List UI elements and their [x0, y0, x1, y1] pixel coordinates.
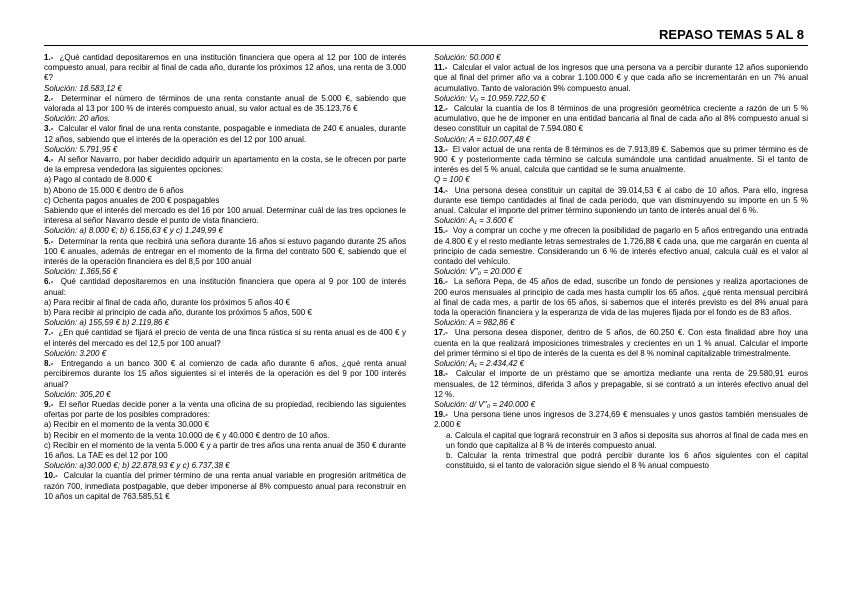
- solution-line: Solución: 3.200 €: [44, 348, 107, 358]
- sub-item: a. Calcula el capital que logrará reconstruir en 3 años si deposita sus ahorros al final de cada mes en un fondo que capitaliza al 8 % de interés compuesto anual.: [446, 430, 808, 450]
- exercise-statement: [434, 410, 808, 430]
- exercise-number: 7.-: [44, 328, 54, 338]
- exercise-statement: [44, 359, 406, 390]
- solution-line: Solución: A₁ = 2.434,42 €: [434, 359, 525, 369]
- exercise-text: Qué cantidad depositaremos en una institución financiera que opera al 9 por 100 de interés anual:: [44, 277, 406, 297]
- solution-line: Q = 100 €: [434, 175, 470, 185]
- exercise-text: a) Para recibir al final de cada año, durante los próximos 5 años 40 €: [44, 297, 291, 307]
- solution-line: Solución: A = 982,86 €: [434, 318, 515, 328]
- exercise-text: Entregando a un banco 300 € al comienzo de cada año durante 6 años, ¿qué renta anual percibiremos durante los 15 años siguientes si el interés de la operación es del 9 por 100 interés anual?: [44, 359, 406, 389]
- exercise-statement: [434, 145, 808, 176]
- exercise-statement: [44, 124, 406, 144]
- exercise-text: La señora Pepa, de 45 años de edad, suscribe un fondo de pensiones y realiza aportaciones de 200 euros mensuales al principio de cada mes hasta cumplir los 65 años. ¿qué renta mensual percibirá al final de cada mes, a partir de los 65 años, si sabemos que el interés previsto es del 8% anual para toda la operación financiera y la esperanza de vida de las mujeres fijada por el fondo es de 83 años.: [434, 277, 808, 318]
- solution-line: Solución: V''₀ = 20.000 €: [434, 267, 522, 277]
- exercise-text: Sabiendo que el interés del mercado es del 16 por 100 anual. Determinar cuál de las tres opciones le interesa al señor Navarro desde el punto de vista financiero.: [44, 206, 406, 226]
- solution-line: Solución: A₁ = 3.600 €: [434, 216, 513, 226]
- exercise-statement: [44, 328, 406, 348]
- sub-item: b. Calcular la renta trimestral que podrá percibir durante los 6 años siguientes con el capital constituido, si el tanto de valoración sigue siendo el 8 % anual compuesto: [446, 450, 808, 471]
- exercise-text: Calcular el importe de un préstamo que se amortiza mediante una renta de 29.580,91 euros mensuales, de 12 términos, diferida 3 años y prepagable, si se contrató a un interés efectivo anual del 12 %.: [434, 369, 808, 399]
- option-line: [44, 441, 406, 461]
- exercise-number: 9.-: [44, 399, 54, 409]
- exercise-number: 13.-: [434, 144, 448, 154]
- exercise-statement: [44, 155, 406, 175]
- option-line: [44, 186, 406, 196]
- exercise-number: 10.-: [44, 471, 58, 481]
- exercise-number: 4.-: [44, 155, 54, 165]
- exercise-text: Determinar el número de términos de una renta constante anual de 5.000 €, sabiendo que valorada al 13 por 100 % de interés compuesto anual, su valor actual es de 35.123,76 €: [44, 93, 406, 114]
- exercise-statement: [44, 237, 406, 268]
- exercise-statement: [44, 94, 406, 114]
- solution-line: Solución: A = 610.007,48 €: [434, 134, 531, 144]
- solution-line: Solución: a)30.000 €; b) 22.878,93 € y c) 6.737,38 €: [44, 461, 230, 471]
- exercise-number: 12.-: [434, 104, 448, 114]
- exercise-number: 3.-: [44, 124, 54, 134]
- exercise-number: 2.-: [44, 93, 54, 103]
- exercise-text: El valor actual de una renta de 8 términos es de 7.913,89 €. Sabemos que su primer término es de 900 € y posteriormente cada término se calcula sumándole una cantidad anualmente. Si el tanto de interés es del 5 % anual, calcula que cantidad se le suma anualmente.: [434, 144, 808, 175]
- exercise-text: b) Abono de 15.000 € dentro de 6 años: [44, 185, 184, 195]
- exercise-statement: [44, 400, 406, 420]
- exercise-number: 14.-: [434, 185, 448, 195]
- exercise-statement: [44, 471, 406, 502]
- exercise-number: 15.-: [434, 226, 448, 236]
- exercise-number: 5.-: [44, 236, 54, 246]
- option-line: [44, 420, 406, 430]
- exercise-text: Una persona desea disponer, dentro de 5 años, de 60.250 €. Con esta finalidad abre hoy una cuenta en la que realizará imposiciones trimestrales y crecientes en un 1 % anual. Calcular el importe del primer término si el tipo de interés de la cuenta es del 8 % nominal capitalizable trimestralmente.: [434, 328, 808, 358]
- exercise-number: 16.-: [434, 277, 448, 287]
- option-line: [44, 196, 406, 206]
- solution-line: Solución: 18.583,12 €: [44, 83, 122, 93]
- exercise-statement: [44, 277, 406, 297]
- solution-line: Solución: a) 155,59 € b) 2.119,86 €: [44, 318, 170, 328]
- exercise-statement: [434, 277, 808, 318]
- exercise-text: Una persona tiene unos ingresos de 3.274,69 € mensuales y unos gastos también mensuales de 2.000 €: [434, 410, 808, 430]
- exercise-statement: [434, 104, 808, 135]
- solution-line: Solución: 20 años.: [44, 114, 111, 124]
- exercise-number: 18.-: [434, 369, 448, 379]
- exercise-number: 17.-: [434, 328, 448, 338]
- solution-line: Solución: a) 8.000 €; b) 6.156,63 € y c) 1.249,99 €: [44, 226, 223, 236]
- exercise-text: ¿En qué cantidad se fijará el precio de venta de una finca rústica si su renta anual es de 400 € y el interés del mercado es del 12,5 por 100 anual?: [44, 328, 406, 348]
- solution-line: Solución: 305,20 €: [44, 389, 111, 399]
- solution-line: Solución: 50.000 €: [434, 53, 501, 62]
- exercise-text: c) Ochenta pagos anuales de 200 € pospagables: [44, 195, 220, 205]
- exercise-number: 1.-: [44, 53, 54, 62]
- exercise-text: Voy a comprar un coche y me ofrecen la posibilidad de pagarlo en 5 años entregando una entrada de 4.800 € y el resto mediante letras semestrales de 1.726,88 € cada una, que me cargarán en cuenta al principio de cada semestre. Considerando un 6 % de interés efectivo anual, calcula cuál es el valor al contado del vehículo.: [434, 226, 808, 267]
- page-title: REPASO TEMAS 5 AL 8: [659, 27, 804, 42]
- exercise-number: 6.-: [44, 277, 54, 287]
- exercise-number: 19.-: [434, 410, 448, 420]
- header-divider: [44, 45, 808, 46]
- option-line: [44, 206, 406, 226]
- exercise-text: b) Para recibir al principio de cada año, durante los próximos 5 años, 500 €: [44, 308, 312, 318]
- exercise-statement: [434, 328, 808, 359]
- solution-line: Solución: 5.791,95 €: [44, 144, 118, 154]
- exercise-text: c) Recibir en el momento de la venta 5.000 € y a partir de tres años una renta anual de 350 € durante 16 años. La TAE es del 12 por 100: [44, 440, 406, 460]
- exercise-text: Calcular el valor final de una renta constante, pospagable e inmediata de 240 € anuales, durante 12 años, sabiendo que el interés de la operación es del 12 por 100 anual.: [44, 124, 406, 144]
- option-line: [44, 431, 406, 441]
- exercise-text: Calcular la cuantía de los 8 términos de una progresión geométrica creciente a razón de un 5 % acumulativo, que he de imponer en una entidad bancaria al final de cada año al 8% compuesto anual si deseo constituir un capital de 7.594.080 €: [434, 104, 808, 134]
- exercise-number: 8.-: [44, 359, 54, 369]
- exercise-text: a) Pago al contado de 8.000 €: [44, 175, 152, 185]
- exercise-text: b) Recibir en el momento de la venta 10.000 de € y 40.000 € dentro de 10 años.: [44, 430, 330, 440]
- exercise-statement: [44, 53, 406, 84]
- option-line: [44, 308, 406, 318]
- exercise-statement: [434, 226, 808, 267]
- exercise-text: El señor Ruedas decide poner a la venta una oficina de su propiedad, recibiendo las siguientes ofertas por parte de los posibles compradores:: [44, 399, 406, 420]
- exercise-statement: [434, 369, 808, 400]
- solution-line: Solución: V₀ = 10.959.722,50 €: [434, 93, 546, 103]
- exercise-text: a) Recibir en el momento de la venta 30.000 €: [44, 420, 210, 430]
- exercise-statement: [434, 63, 808, 94]
- exercise-text: Calcular el valor actual de los ingresos que una persona va a percibir durante 12 años suponiendo que al final del primer año va a cobrar 1.100.000 € y que cada año se incrementarán en un 7% anual acumulativo. Tanto de valoración 9% compuesto anual.: [434, 63, 808, 93]
- solution-line: Solución: d/ V''₀ = 240.000 €: [434, 399, 536, 409]
- exercise-statement: [434, 186, 808, 217]
- exercise-number: 11.-: [434, 63, 448, 73]
- exercise-text: Calcular la cuantía del primer término de una renta anual variable en progresión aritmética de razón 700, inmediata postpagable, que deber imponerse al 8% compuesto anual para reconstruir en 10 años un capital de 763.585,51 €: [44, 471, 406, 501]
- left-column: [44, 53, 406, 502]
- exercise-text: ¿Qué cantidad depositaremos en una institución financiera que opera al 12 por 100 de interés compuesto anual, para recibir al final de cada año, durante los próximos 12 años, una renta de 3.000 €?: [44, 53, 406, 83]
- exercise-text: Determinar la renta que recibirá una señora durante 16 años si estuvo pagando durante 25 años 100 € anuales, además de entregar en el momento de la firma del contrato 500 €, sabiendo que el interés de la operación financiera es del 8,5 por 100 anual: [44, 236, 406, 267]
- solution-line: Solución: 1.365,56 €: [44, 267, 118, 277]
- option-line: [44, 298, 406, 308]
- right-column: [434, 53, 808, 471]
- exercise-text: Al señor Navarro, por haber decidido adquirir un apartamento en la costa, se le ofrecen por parte de la empresa vendedora las siguientes opciones:: [44, 155, 406, 175]
- option-line: [44, 175, 406, 185]
- exercise-text: Una persona desea constituir un capital de 39.014,53 € al cabo de 10 años. Para ello, ingresa durante ese tiempo cantidades al final de cada periodo, que van disminuyendo su importe en un 5 % anual. Calcular el importe del primer término suponiendo un tanto de interés anual del 6 %.: [434, 185, 808, 216]
